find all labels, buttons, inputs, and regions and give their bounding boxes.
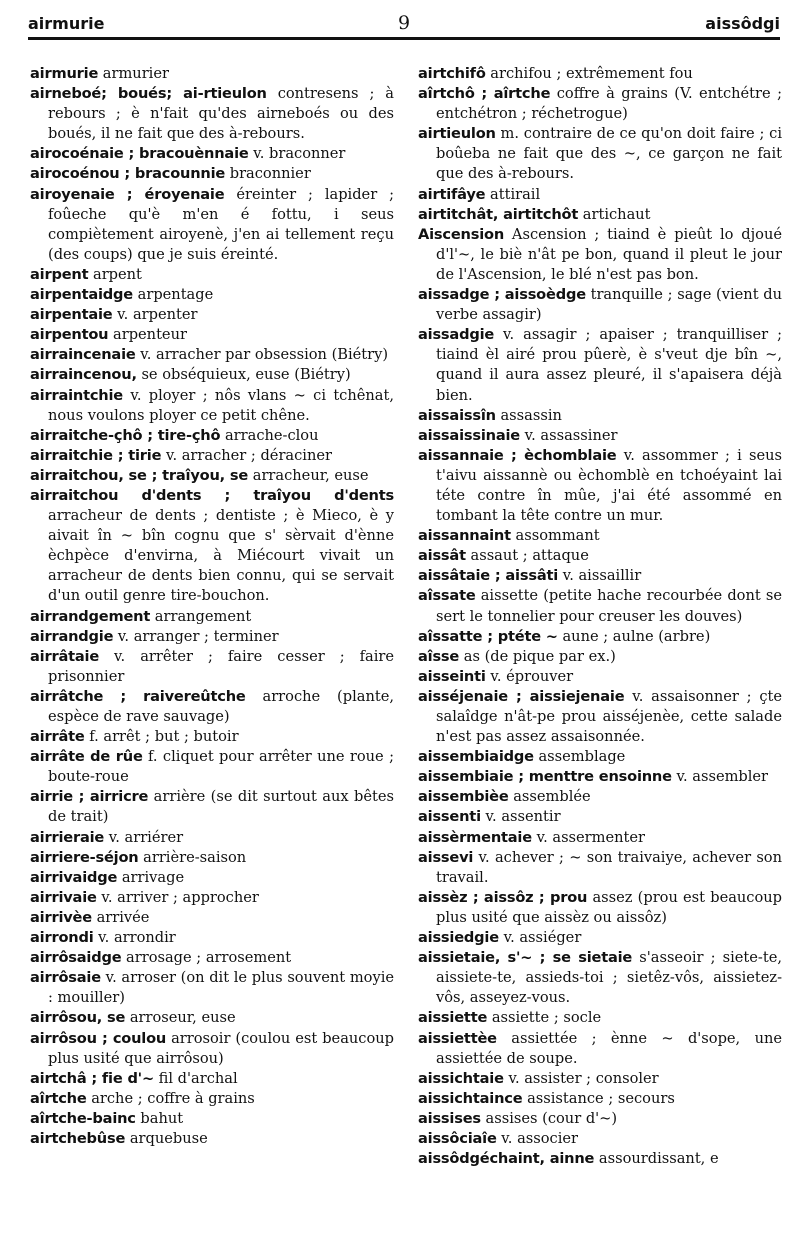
dictionary-entry bbox=[418, 647, 782, 667]
entry-headword: airrôsaidge bbox=[30, 949, 122, 967]
dictionary-entry bbox=[418, 747, 782, 767]
dictionary-entry bbox=[30, 1069, 394, 1089]
entry-headword: airpentaie bbox=[30, 306, 113, 324]
entry-headword: airoyenaie ; éroyenaie bbox=[30, 185, 225, 203]
entry-headword: airrondi bbox=[30, 929, 94, 947]
entry-definition: v. assermenter bbox=[536, 828, 646, 846]
entry-headword: aissembièe bbox=[418, 788, 509, 806]
entry-headword: airpentaidge bbox=[30, 286, 133, 304]
dictionary-entry bbox=[30, 185, 394, 265]
entry-definition: assourdissant, e bbox=[598, 1150, 719, 1168]
entry-definition: m. contraire de ce qu'on doit faire ; ci boûeba ne fait que des ~, ce garçon ne fait que des à-rebours. bbox=[436, 125, 783, 183]
entry-headword: airrivèe bbox=[30, 908, 92, 926]
dictionary-entry bbox=[418, 787, 782, 807]
entry-headword: airpent bbox=[30, 265, 89, 283]
entry-headword: airraincenou, bbox=[30, 366, 137, 384]
header-last-word: aissôdgi bbox=[705, 14, 780, 33]
dictionary-entry bbox=[418, 948, 782, 1008]
dictionary-entry bbox=[30, 968, 394, 1008]
dictionary-entry bbox=[418, 124, 782, 184]
entry-headword: aissôciaîe bbox=[418, 1129, 497, 1147]
dictionary-entry bbox=[418, 888, 782, 928]
entry-definition: assemblée bbox=[513, 788, 591, 806]
entry-definition: v. associer bbox=[501, 1129, 579, 1147]
dictionary-entry bbox=[30, 948, 394, 968]
dictionary-entry bbox=[30, 325, 394, 345]
dictionary-entry bbox=[30, 607, 394, 627]
entry-definition: v. arranger ; terminer bbox=[117, 627, 279, 645]
dictionary-entry bbox=[30, 868, 394, 888]
entry-definition: arrosage ; arrosement bbox=[126, 949, 292, 967]
entry-headword: airrandgie bbox=[30, 627, 114, 645]
entry-definition: f. arrêt ; but ; butoir bbox=[89, 728, 239, 746]
entry-headword: airrieraie bbox=[30, 828, 105, 846]
entry-headword: airrivaie bbox=[30, 888, 97, 906]
entry-headword: airrôsaie bbox=[30, 969, 101, 987]
entry-definition: v. arpenter bbox=[117, 306, 198, 324]
dictionary-entry bbox=[418, 627, 782, 647]
dictionary-entry bbox=[30, 64, 394, 84]
entry-headword: aissiette bbox=[418, 1009, 488, 1027]
entry-headword: aîrtchô ; aîrtche bbox=[418, 85, 551, 103]
dictionary-entry bbox=[30, 1089, 394, 1109]
dictionary-entry bbox=[30, 426, 394, 446]
dictionary-entry bbox=[418, 446, 782, 526]
dictionary-entry bbox=[418, 566, 782, 586]
entry-definition: v. assentir bbox=[485, 808, 561, 826]
entry-definition: contresens ; à rebours ; è n'fait qu'des airneboés ou des boués, il ne fait que des à-rebours. bbox=[48, 85, 395, 143]
entry-headword: airraincenaie bbox=[30, 346, 136, 364]
dictionary-entry bbox=[418, 426, 782, 446]
entry-headword: airrôsou, se bbox=[30, 1009, 126, 1027]
dictionary-entry bbox=[418, 205, 782, 225]
entry-headword: airrâtche ; raivereûtche bbox=[30, 687, 246, 705]
entry-definition: arrivée bbox=[96, 908, 150, 926]
entry-definition: arpentage bbox=[137, 286, 214, 304]
entry-headword: aîssate bbox=[418, 587, 476, 605]
entry-headword: airtitchât, airtitchôt bbox=[418, 205, 579, 223]
dictionary-entry bbox=[418, 667, 782, 687]
entry-definition: v. assassiner bbox=[524, 426, 618, 444]
entry-headword: aissèz ; aissôz ; prou bbox=[418, 888, 588, 906]
entry-definition: v. aissaillir bbox=[562, 567, 642, 585]
dictionary-entry bbox=[418, 325, 782, 405]
entry-headword: airraitche-çhô ; tire-çhô bbox=[30, 426, 221, 444]
entry-headword: aissèrmentaie bbox=[418, 828, 532, 846]
dictionary-entry bbox=[30, 1029, 394, 1069]
dictionary-entry bbox=[418, 1089, 782, 1109]
entry-headword: aissadgie bbox=[418, 326, 495, 344]
dictionary-entry bbox=[30, 486, 394, 607]
entry-definition: archifou ; extrêmement fou bbox=[490, 65, 693, 82]
entry-definition: attirail bbox=[490, 185, 541, 203]
entry-headword: airrôsou ; coulou bbox=[30, 1029, 167, 1047]
dictionary-entry bbox=[30, 627, 394, 647]
entry-definition: assaut ; attaque bbox=[470, 547, 589, 565]
entry-definition: armurier bbox=[102, 65, 169, 82]
entry-definition: arrivage bbox=[121, 868, 185, 886]
entry-definition: fil d'archal bbox=[158, 1069, 238, 1087]
dictionary-entry bbox=[418, 1069, 782, 1089]
entry-definition: v. éprouver bbox=[490, 667, 574, 685]
entry-headword: airrâte de rûe bbox=[30, 748, 143, 766]
entry-definition: se obséquieux, euse (Biétry) bbox=[141, 366, 351, 384]
dictionary-entry bbox=[418, 687, 782, 747]
entry-headword: airrandgement bbox=[30, 607, 151, 625]
page-header bbox=[28, 10, 780, 40]
entry-definition: v. arriérer bbox=[108, 828, 184, 846]
dictionary-entry bbox=[30, 345, 394, 365]
entry-headword: Aiscension bbox=[418, 225, 505, 243]
entry-definition: v. assagir ; apaiser ; tranquilliser ; tiaind èl airé prou pûerè, è s'veut dje bîn ~, quand il aura assez pleuré, il s'apaisera déjà bien. bbox=[436, 326, 783, 404]
entry-headword: airrie ; airricre bbox=[30, 788, 149, 806]
dictionary-entry bbox=[418, 1149, 782, 1169]
entry-headword: aissaissinaie bbox=[418, 426, 520, 444]
dictionary-entry bbox=[418, 586, 782, 626]
entry-definition: arpent bbox=[93, 265, 142, 283]
entry-headword: aissises bbox=[418, 1109, 481, 1127]
dictionary-entry bbox=[418, 84, 782, 124]
dictionary-entry bbox=[418, 64, 782, 84]
entry-definition: assiettée ; ènne ~ d'sope, une assiettée de soupe. bbox=[436, 1029, 782, 1067]
entry-definition: v. arracher par obsession (Biétry) bbox=[140, 346, 389, 364]
entry-headword: aissannaie ; èchomblaie bbox=[418, 446, 617, 464]
entry-definition: v. assiéger bbox=[503, 929, 582, 947]
entry-definition: arrache-clou bbox=[224, 426, 319, 444]
entry-headword: aissannaint bbox=[418, 527, 511, 545]
entry-headword: airocoénaie ; bracouènnaie bbox=[30, 145, 249, 163]
dictionary-entry bbox=[418, 285, 782, 325]
entry-headword: aissembiaidge bbox=[418, 748, 534, 766]
dictionary-entry bbox=[30, 305, 394, 325]
entry-definition: arrière (se dit surtout aux bêtes de trait) bbox=[48, 788, 394, 826]
entry-definition: arrangement bbox=[154, 607, 252, 625]
entry-headword: aissaissîn bbox=[418, 406, 496, 424]
right-column bbox=[418, 64, 782, 1169]
dictionary-entry bbox=[30, 1129, 394, 1149]
entry-headword: airpentou bbox=[30, 326, 109, 344]
page-number: 9 bbox=[397, 12, 411, 34]
dictionary-entry bbox=[418, 546, 782, 566]
entry-headword: aissichtaince bbox=[418, 1089, 523, 1107]
dictionary-entry bbox=[418, 526, 782, 546]
dictionary-entry bbox=[418, 828, 782, 848]
entry-definition: f. cliquet pour arrêter une roue ; boute-roue bbox=[48, 748, 394, 786]
entry-headword: aissadge ; aissoèdge bbox=[418, 286, 586, 304]
entry-definition: assommant bbox=[515, 527, 600, 545]
dictionary-entry bbox=[30, 164, 394, 184]
entry-definition: s'asseoir ; siete-te, aissiete-te, assieds-toi ; sietêz-vôs, aissietez-vôs, asseyez-vous. bbox=[436, 949, 783, 1007]
dictionary-entry bbox=[30, 446, 394, 466]
entry-definition: tranquille ; sage (vient du verbe assagir) bbox=[436, 286, 782, 324]
entry-definition: arracheur, euse bbox=[252, 466, 369, 484]
entry-definition: arquebuse bbox=[129, 1129, 208, 1147]
entry-definition: artichaut bbox=[582, 205, 651, 223]
header-first-word: airmurie bbox=[28, 14, 105, 33]
entry-headword: airrâte bbox=[30, 728, 85, 746]
entry-headword: airtchâ ; fie d'~ bbox=[30, 1069, 154, 1087]
dictionary-entry bbox=[30, 787, 394, 827]
entry-definition: arroche (plante, espèce de rave sauvage) bbox=[48, 687, 394, 725]
dictionary-entry bbox=[418, 225, 782, 285]
dictionary-entry bbox=[30, 747, 394, 787]
dictionary-entry bbox=[30, 848, 394, 868]
dictionary-entry bbox=[30, 888, 394, 908]
entry-definition: v. arrondir bbox=[98, 929, 176, 947]
entry-headword: airtchifô bbox=[418, 65, 486, 82]
entry-headword: airriere-séjon bbox=[30, 848, 139, 866]
entry-definition: arrière-saison bbox=[143, 848, 247, 866]
dictionary-entry bbox=[30, 908, 394, 928]
entry-definition: v. arrêter ; faire cesser ; faire prisonnier bbox=[48, 647, 394, 685]
entry-headword: aissietaie, s'~ ; se sietaie bbox=[418, 949, 633, 967]
entry-definition: braconnier bbox=[229, 165, 311, 183]
dictionary-entry bbox=[418, 807, 782, 827]
entry-headword: airrivaidge bbox=[30, 868, 118, 886]
dictionary-entry bbox=[30, 265, 394, 285]
entry-headword: airraitchie ; tirie bbox=[30, 446, 162, 464]
left-column bbox=[30, 64, 394, 1149]
entry-headword: aissevi bbox=[418, 848, 474, 866]
entry-headword: airraitchou, se ; traîyou, se bbox=[30, 466, 249, 484]
dictionary-entry bbox=[418, 767, 782, 787]
entry-headword: aisseinti bbox=[418, 667, 486, 685]
dictionary-entry bbox=[418, 928, 782, 948]
entry-definition: assises (cour d'~) bbox=[485, 1109, 618, 1127]
entry-headword: airtchebûse bbox=[30, 1129, 126, 1147]
entry-definition: Ascension ; tiaind è pieût lo djoué d'l'~, le biè n'ât pe bon, quand il pleut le jour de l'Ascension, le blé n'est pas bon. bbox=[436, 225, 783, 283]
dictionary-entry bbox=[30, 647, 394, 687]
entry-headword: airraintchie bbox=[30, 386, 124, 404]
dictionary-entry bbox=[30, 828, 394, 848]
entry-headword: airneboé; boués; ai-rtieulon bbox=[30, 85, 267, 103]
entry-definition: v. assister ; consoler bbox=[508, 1069, 659, 1087]
entry-definition: arche ; coffre à grains bbox=[91, 1089, 255, 1107]
entry-definition: assassin bbox=[500, 406, 562, 424]
entry-headword: airtieulon bbox=[418, 125, 496, 143]
entry-definition: v. assommer ; i seus t'aivu aissannè ou èchomblè en tchoéyaint lai téte contre în mûe, j'ai été assommé en tombant la tête contre un mur. bbox=[436, 446, 782, 525]
entry-headword: aissiedgie bbox=[418, 929, 499, 947]
entry-definition: v. ployer ; nôs vlans ~ ci tchênat, nous voulons ployer ce petit chêne. bbox=[48, 386, 394, 424]
dictionary-entry bbox=[30, 466, 394, 486]
entry-definition: arrosoir (coulou est beaucoup plus usité que airrôsou) bbox=[48, 1029, 394, 1067]
entry-definition: assemblage bbox=[538, 748, 626, 766]
entry-headword: aissôdgéchaint, ainne bbox=[418, 1150, 595, 1168]
entry-headword: airrâtaie bbox=[30, 647, 100, 665]
entry-definition: arracheur de dents ; dentiste ; è Mieco, è y aivait în ~ bîn cognu que s' sèrvait d'ènne èchpèce d'envirna, à Miécourt vivait un arracheur de dents bien connu, qui se servait d'un outil genre tire-bouchon. bbox=[48, 507, 394, 605]
entry-headword: aissichtaie bbox=[418, 1069, 504, 1087]
dictionary-entry bbox=[418, 1129, 782, 1149]
entry-headword: airmurie bbox=[30, 65, 99, 82]
dictionary-entry bbox=[30, 365, 394, 385]
entry-definition: v. arriver ; approcher bbox=[101, 888, 259, 906]
entry-headword: aisséjenaie ; aissiejenaie bbox=[418, 687, 625, 705]
entry-definition: v. assembler bbox=[676, 768, 769, 786]
entry-headword: aissât bbox=[418, 547, 466, 565]
entry-headword: aissiettèe bbox=[418, 1029, 497, 1047]
entry-definition: arroseur, euse bbox=[129, 1009, 236, 1027]
entry-definition: éreinter ; lapider ; foûeche qu'è m'en é fottu, i seus compiètement airoyenè, j'en ai tellement reçu (des coups) que je suis éreinté. bbox=[48, 185, 394, 263]
entry-headword: aissâtaie ; aissâti bbox=[418, 567, 559, 585]
entry-definition: v. arroser (on dit le plus souvent moyie : mouiller) bbox=[48, 969, 394, 1007]
entry-headword: airocoénou ; bracounnie bbox=[30, 165, 226, 183]
entry-definition: aissette (petite hache recourbée dont se sert le tonnelier pour creuser les douves) bbox=[436, 587, 782, 625]
dictionary-entry bbox=[30, 928, 394, 948]
entry-definition: coffre à grains (V. entchétre ; entchétron ; réchetrogue) bbox=[436, 85, 783, 123]
entry-definition: v. achever ; ~ son traivaiye, achever son travail. bbox=[436, 848, 782, 886]
dictionary-entry bbox=[418, 185, 782, 205]
entry-definition: assistance ; secours bbox=[527, 1089, 675, 1107]
entry-definition: aune ; aulne (arbre) bbox=[562, 627, 711, 645]
entry-headword: aîsse bbox=[418, 647, 460, 665]
dictionary-entry bbox=[418, 1008, 782, 1028]
dictionary-entry bbox=[30, 84, 394, 144]
dictionary-entry bbox=[30, 727, 394, 747]
entry-definition: v. arracher ; déraciner bbox=[165, 446, 332, 464]
entry-definition: assez (prou est beaucoup plus usité que aissèz ou aissôz) bbox=[436, 888, 783, 926]
dictionary-entry bbox=[30, 1109, 394, 1129]
entry-headword: airtifâye bbox=[418, 185, 486, 203]
entry-definition: bahut bbox=[140, 1109, 184, 1127]
entry-definition: assiette ; socle bbox=[491, 1009, 602, 1027]
dictionary-entry bbox=[418, 406, 782, 426]
dictionary-entry bbox=[30, 1008, 394, 1028]
dictionary-entry bbox=[30, 144, 394, 164]
dictionary-entry bbox=[418, 1109, 782, 1129]
dictionary-entry bbox=[418, 1029, 782, 1069]
dictionary-entry bbox=[30, 687, 394, 727]
entry-headword: aîrtche-bainc bbox=[30, 1109, 136, 1127]
entry-definition: v. assaisonner ; çte salaîdge n'ât-pe prou aisséjenèe, cette salade n'est pas assez assaisonnée. bbox=[436, 687, 782, 746]
dictionary-entry bbox=[30, 386, 394, 426]
entry-headword: airraitchou d'dents ; traîyou d'dents bbox=[30, 486, 394, 504]
entry-headword: aissembiaie ; menttre ensoinne bbox=[418, 768, 672, 786]
entry-definition: arpenteur bbox=[113, 326, 187, 344]
dictionary-entry bbox=[30, 285, 394, 305]
entry-definition: v. braconner bbox=[253, 145, 346, 163]
entry-definition: as (de pique par ex.) bbox=[463, 647, 616, 665]
entry-headword: aîrtche bbox=[30, 1089, 87, 1107]
entry-headword: aîssatte ; ptéte ~ bbox=[418, 627, 558, 645]
entry-headword: aissenti bbox=[418, 808, 481, 826]
dictionary-entry bbox=[418, 848, 782, 888]
